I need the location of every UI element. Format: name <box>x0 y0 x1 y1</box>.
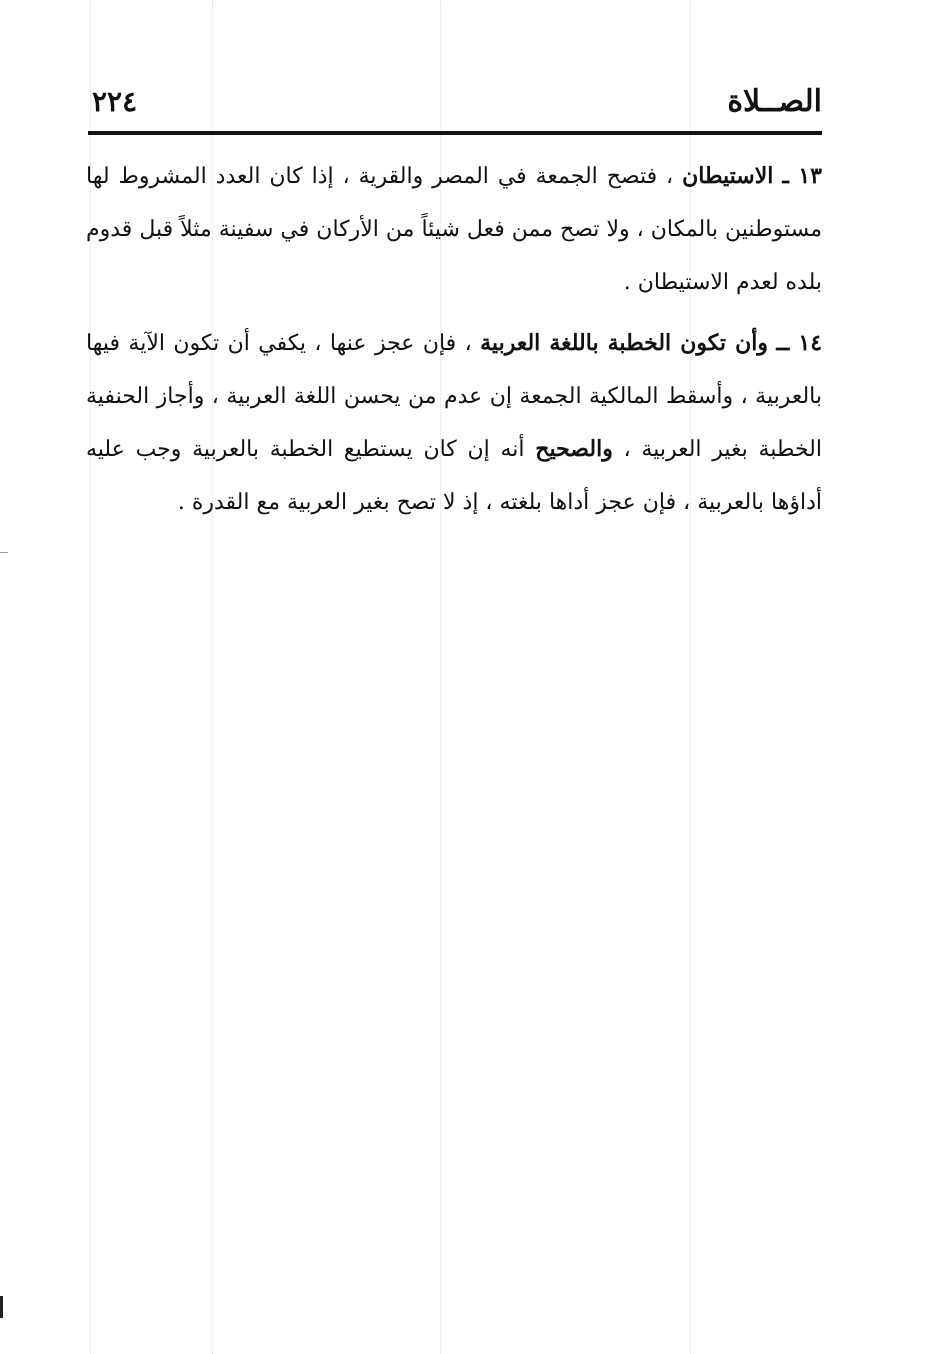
scan-edge-mark <box>0 552 8 553</box>
item-text: ، فتصح الجمعة في المصر والقرية ، إذا كان العدد المشروط لها مستوطنين بالمكان ، ولا تصح ممن فعل شيئاً من الأركان في سفينة مثلاً قبل قدوم بلده لعدم الاستيطان . <box>86 164 822 295</box>
page-body <box>86 150 822 537</box>
item-term: وأن تكون الخطبة باللغة العربية <box>480 330 768 356</box>
item-term: الاستيطان <box>682 163 774 189</box>
item-number: ١٣ ـ <box>782 163 822 189</box>
header-divider <box>88 131 822 135</box>
list-item-14 <box>86 317 822 529</box>
item-emphasis: والصحيح <box>535 436 613 462</box>
item-number: ١٤ ــ <box>776 330 823 356</box>
chapter-title: الصــلاة <box>727 84 822 119</box>
item-text: أنه إن كان يستطيع الخطبة بالعربية وجب عليه أداؤها بالعربية ، فإن عجز أداها بلغته ، إذ لا تصح بغير العربية مع القدرة . <box>86 437 822 515</box>
scan-margin-mark <box>0 1296 3 1318</box>
list-item-13 <box>86 150 822 309</box>
page-header <box>88 82 822 126</box>
item-text: ، فإن عجز عنها ، يكفي أن تكون الآية فيها بالعربية ، وأسقط المالكية الجمعة إن عدم من يحسن اللغة العربية ، وأجاز الحنفية الخطبة بغير العربية ، <box>86 331 822 462</box>
page-number: ٢٢٤ <box>92 85 138 118</box>
